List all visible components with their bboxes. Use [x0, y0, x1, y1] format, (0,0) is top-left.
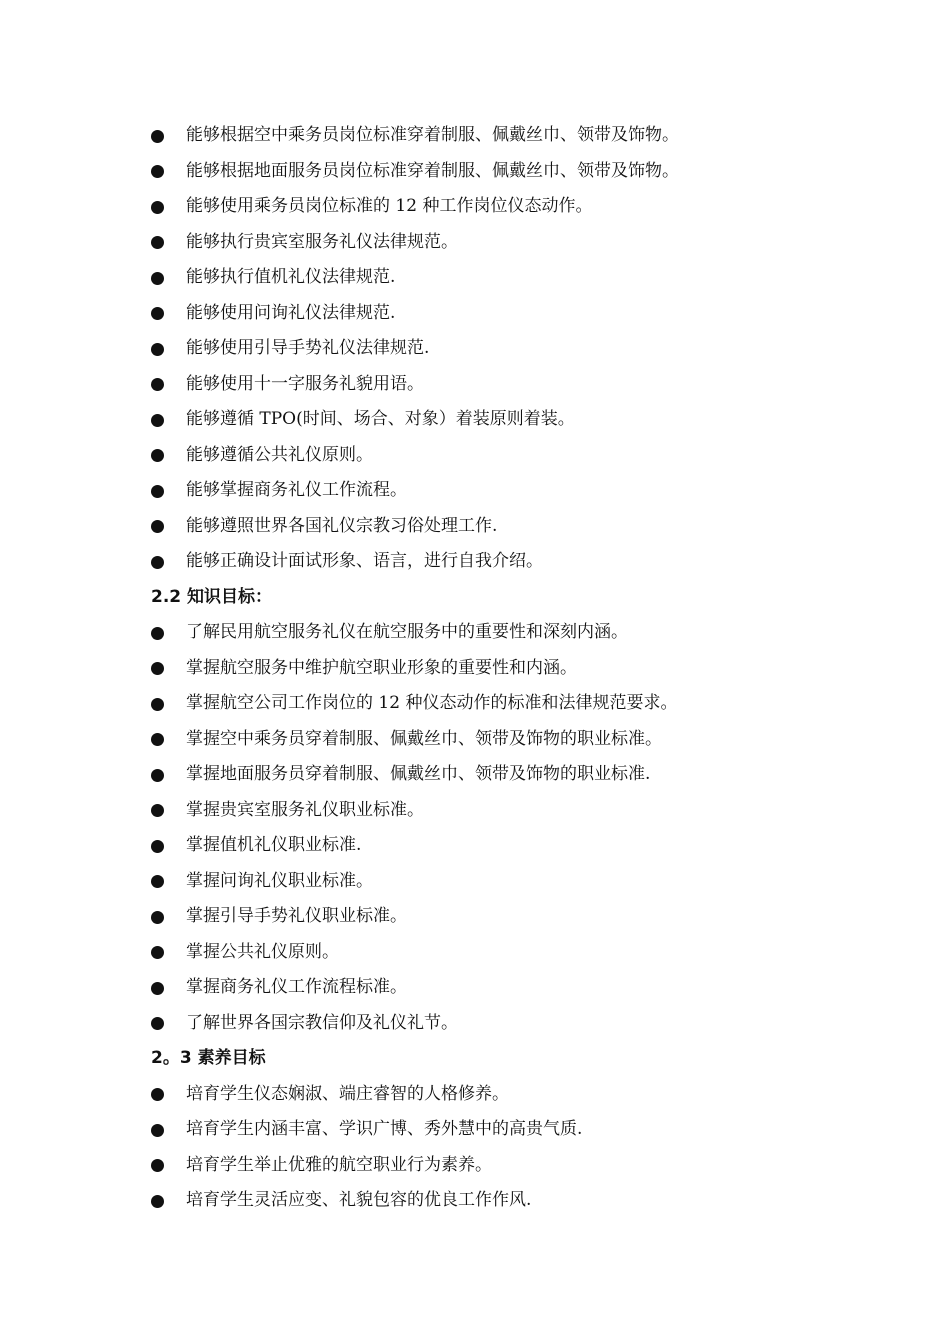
bullet-icon [151, 840, 164, 853]
bullet-icon [151, 804, 164, 817]
list-item [0, 189, 950, 225]
section-heading-row [0, 1041, 950, 1077]
list-item-text: 培育学生灵活应变、礼貌包容的优良工作作风. [186, 1190, 532, 1210]
list-item [0, 473, 950, 509]
list-item [0, 793, 950, 829]
list-item [0, 544, 950, 580]
bullet-icon [151, 662, 164, 675]
list-item-text: 了解民用航空服务礼仪在航空服务中的重要性和深刻内涵。 [186, 622, 628, 642]
bullet-icon [151, 307, 164, 320]
list-item [0, 935, 950, 971]
list-item-text: 培育学生举止优雅的航空职业行为素养。 [186, 1154, 492, 1175]
list-item [0, 260, 950, 296]
list-item [0, 722, 950, 758]
bullet-icon [151, 556, 164, 569]
bullet-icon [151, 165, 164, 178]
list-item [0, 225, 950, 261]
list-item [0, 438, 950, 474]
bullet-icon [151, 378, 164, 391]
list-item-text: 掌握空中乘务员穿着制服、佩戴丝巾、领带及饰物的职业标准。 [186, 728, 662, 749]
list-item-text: 能够掌握商务礼仪工作流程。 [186, 480, 407, 500]
section-heading: 2.2 知识目标： [151, 586, 273, 607]
bullet-icon [151, 946, 164, 959]
list-item [0, 864, 950, 900]
bullet-icon [151, 982, 164, 995]
bullet-icon [151, 627, 164, 640]
section-heading-row [0, 580, 950, 616]
list-item [0, 1148, 950, 1184]
list-item-text: 能够使用引导手势礼仪法律规范. [186, 338, 430, 358]
list-item-text: 能够遵循公共礼仪原则。 [186, 444, 373, 465]
list-item [0, 154, 950, 190]
list-item [0, 509, 950, 545]
list-item-text: 能够使用乘务员岗位标准的 12 种工作岗位仪态动作。 [186, 196, 593, 216]
bullet-icon [151, 1159, 164, 1172]
bullet-icon [151, 236, 164, 249]
list-item-text: 掌握值机礼仪职业标准. [186, 835, 362, 855]
list-item-text: 掌握问询礼仪职业标准。 [186, 870, 373, 891]
list-item [0, 367, 950, 403]
list-item-text: 掌握航空公司工作岗位的 12 种仪态动作的标准和法律规范要求。 [186, 693, 678, 713]
list-item [0, 331, 950, 367]
list-item [0, 615, 950, 651]
bullet-icon [151, 414, 164, 427]
list-item-text: 能够遵照世界各国礼仪宗教习俗处理工作. [186, 515, 498, 536]
bullet-icon [151, 130, 164, 143]
list-item [0, 1077, 950, 1113]
list-item-text: 能够使用十一字服务礼貌用语。 [186, 373, 424, 394]
list-item [0, 651, 950, 687]
bullet-icon [151, 1124, 164, 1137]
bullet-icon [151, 449, 164, 462]
bullet-icon [151, 520, 164, 533]
list-item-text: 培育学生仪态娴淑、端庄睿智的人格修养。 [186, 1083, 509, 1104]
bullet-icon [151, 769, 164, 782]
list-item [0, 828, 950, 864]
bullet-icon [151, 1088, 164, 1101]
list-item-text: 能够遵循 TPO(时间、场合、对象）着装原则着装。 [186, 409, 575, 429]
list-item-text: 掌握贵宾室服务礼仪职业标准。 [186, 799, 424, 820]
bullet-icon [151, 698, 164, 711]
list-item-text: 掌握商务礼仪工作流程标准。 [186, 977, 407, 997]
list-item-text: 能够执行值机礼仪法律规范. [186, 267, 396, 287]
list-item-text: 能够正确设计面试形象、语言，进行自我介绍。 [186, 551, 543, 571]
list-item [0, 1006, 950, 1042]
bullet-icon [151, 485, 164, 498]
list-item [0, 296, 950, 332]
list-item [0, 686, 950, 722]
bullet-icon [151, 875, 164, 888]
list-item [0, 402, 950, 438]
list-item-text: 掌握公共礼仪原则。 [186, 941, 339, 962]
list-item-text: 能够根据空中乘务员岗位标准穿着制服、佩戴丝巾、领带及饰物。 [186, 125, 679, 145]
list-item-text: 了解世界各国宗教信仰及礼仪礼节。 [186, 1012, 458, 1033]
list-item-text: 能够根据地面服务员岗位标准穿着制服、佩戴丝巾、领带及饰物。 [186, 160, 679, 181]
bullet-icon [151, 911, 164, 924]
bullet-icon [151, 733, 164, 746]
list-item [0, 899, 950, 935]
list-item-text: 能够使用问询礼仪法律规范. [186, 302, 396, 323]
bullet-icon [151, 272, 164, 285]
list-item [0, 757, 950, 793]
list-item [0, 1183, 950, 1219]
list-item-text: 掌握地面服务员穿着制服、佩戴丝巾、领带及饰物的职业标准. [186, 764, 651, 784]
list-item [0, 118, 950, 154]
list-item-text: 掌握航空服务中维护航空职业形象的重要性和内涵。 [186, 657, 577, 678]
bullet-icon [151, 1195, 164, 1208]
list-item [0, 970, 950, 1006]
objectives-content [0, 118, 950, 1219]
bullet-icon [151, 343, 164, 356]
list-item [0, 1112, 950, 1148]
bullet-icon [151, 1017, 164, 1030]
list-item-text: 掌握引导手势礼仪职业标准。 [186, 906, 407, 926]
section-heading: 2。3 素养目标 [151, 1048, 266, 1068]
list-item-text: 能够执行贵宾室服务礼仪法律规范。 [186, 231, 458, 252]
list-item-text: 培育学生内涵丰富、学识广博、秀外慧中的高贵气质. [186, 1119, 583, 1139]
bullet-icon [151, 201, 164, 214]
